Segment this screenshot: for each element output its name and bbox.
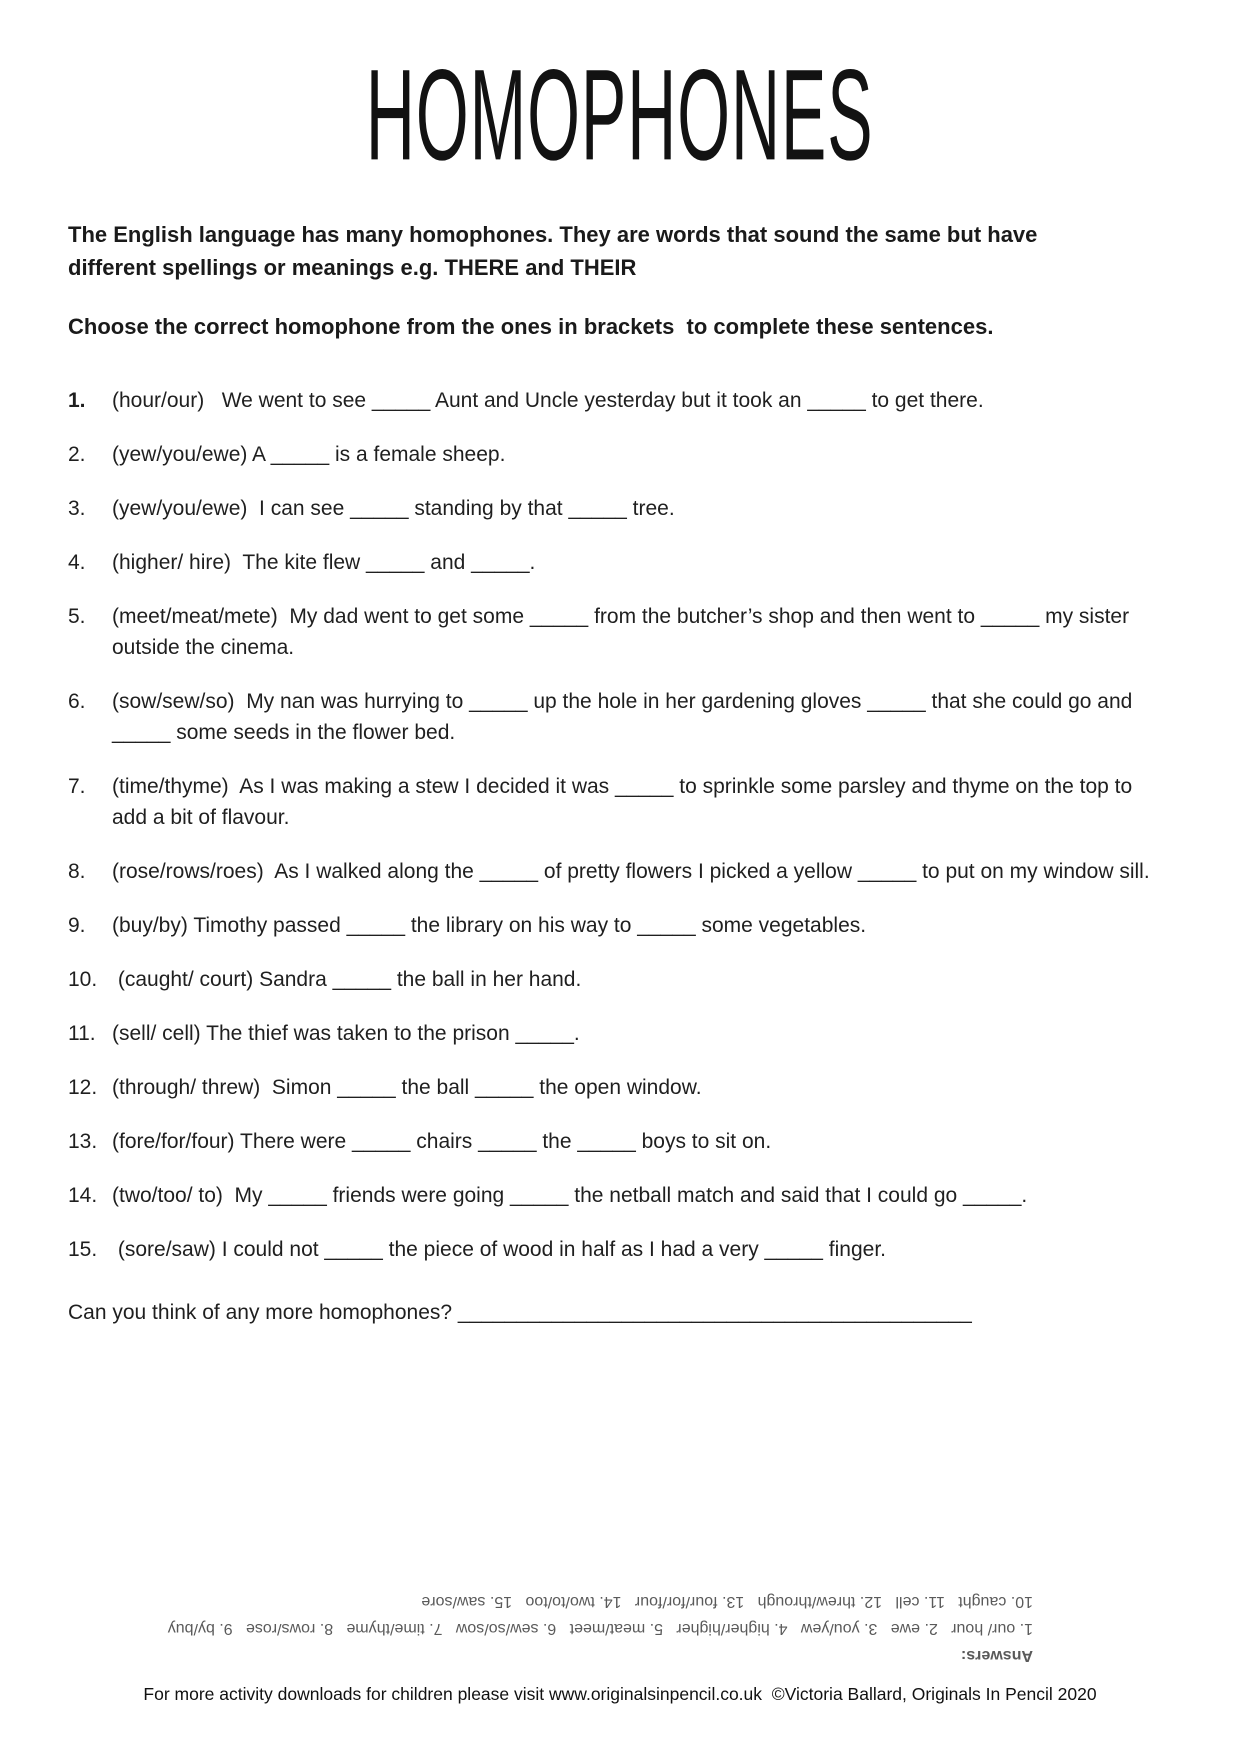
- question-number: 8.: [68, 860, 86, 883]
- question-number: 6.: [68, 690, 86, 713]
- question-number: 12.: [68, 1076, 98, 1099]
- question-text: (time/thyme) As I was making a stew I decided it was _____ to sprinkle some parsley and thyme on the top to add a bit of flavour.: [112, 775, 1139, 829]
- question-item-9: [68, 910, 1172, 941]
- question-text: (rose/rows/roes) As I walked along the _____ of pretty flowers I picked a yellow _____ to put on my window sill.: [112, 860, 1150, 883]
- question-item-1: [68, 385, 1172, 416]
- question-item-6: [68, 686, 1172, 748]
- question-list: [68, 385, 1172, 1265]
- more-homophones-prompt: Can you think of any more homophones? ____________________________________________: [68, 1301, 972, 1324]
- question-text: (sell/ cell) The thief was taken to the prison _____.: [112, 1022, 580, 1045]
- question-item-14: [68, 1180, 1172, 1211]
- question-number: 14.: [68, 1184, 98, 1207]
- question-number: 15.: [68, 1238, 98, 1261]
- question-text: (two/too/ to) My _____ friends were going _____ the netball match and said that I could go _____.: [112, 1184, 1028, 1207]
- question-number: 2.: [68, 443, 86, 466]
- question-item-4: [68, 547, 1172, 578]
- question-text: (yew/you/ewe) I can see _____ standing by that _____ tree.: [112, 497, 675, 520]
- answers-label: Answers:: [960, 1647, 1033, 1664]
- footer-credit: For more activity downloads for children please visit www.originalsinpencil.co.uk ©Victoria Ballard, Originals In Pencil 2020: [143, 1684, 1097, 1704]
- question-item-12: [68, 1072, 1172, 1103]
- question-item-3: [68, 493, 1172, 524]
- question-text: (through/ threw) Simon _____ the ball _____ the open window.: [112, 1076, 702, 1099]
- question-item-7: [68, 771, 1172, 833]
- intro-text: The English language has many homophones. They are words that sound the same but have different spellings or meanings e.g. THERE and THEIR: [68, 222, 1044, 280]
- question-number: 13.: [68, 1130, 98, 1153]
- question-item-11: [68, 1018, 1172, 1049]
- question-number: 10.: [68, 968, 98, 991]
- question-text: (hour/our) We went to see _____ Aunt and Uncle yesterday but it took an _____ to get there.: [112, 389, 984, 412]
- question-text: (sow/sew/so) My nan was hurrying to _____ up the hole in her gardening gloves _____ that she could go and _____ some seeds in the flower bed.: [112, 690, 1139, 744]
- instruction-text: Choose the correct homophone from the ones in brackets to complete these sentences.: [68, 314, 994, 339]
- question-text: (sore/saw) I could not _____ the piece of wood in half as I had a very _____ finger.: [112, 1238, 886, 1261]
- question-text: (yew/you/ewe) A _____ is a female sheep.: [112, 443, 506, 466]
- question-number: 3.: [68, 497, 86, 520]
- question-number: 9.: [68, 914, 86, 937]
- question-text: (meet/meat/mete) My dad went to get some _____ from the butcher’s shop and then went to _____ my sister outside the cinema.: [112, 605, 1135, 659]
- question-number: 1.: [68, 389, 86, 412]
- question-item-5: [68, 601, 1172, 663]
- answers-line-1: 1. our/ hour 2. ewe 3. you/yew 4. higher/higher 5. meat/meet 6. sew/so/sow 7. time/thyme 8. rows/rose 9. by/buy: [167, 1620, 1033, 1637]
- question-number: 7.: [68, 775, 86, 798]
- question-item-15: [68, 1234, 1172, 1265]
- question-item-8: [68, 856, 1172, 887]
- question-text: (caught/ court) Sandra _____ the ball in her hand.: [112, 968, 582, 991]
- question-text: (higher/ hire) The kite flew _____ and _____.: [112, 551, 536, 574]
- page-title: HOMOPHONES: [366, 42, 874, 188]
- answer-key-upside-down: [85, 1588, 1033, 1669]
- question-number: 5.: [68, 605, 86, 628]
- answers-line-2: 10. caught 11. cell 12. threw/through 13. four/for/four 14. two/to/too 15. saw/sore: [421, 1593, 1033, 1610]
- question-item-13: [68, 1126, 1172, 1157]
- question-text: (fore/for/four) There were _____ chairs _____ the _____ boys to sit on.: [112, 1130, 772, 1153]
- question-number: 4.: [68, 551, 86, 574]
- question-item-2: [68, 439, 1172, 470]
- question-item-10: [68, 964, 1172, 995]
- question-text: (buy/by) Timothy passed _____ the library on his way to _____ some vegetables.: [112, 914, 867, 937]
- question-number: 11.: [68, 1022, 96, 1045]
- title-section: [68, 42, 1172, 188]
